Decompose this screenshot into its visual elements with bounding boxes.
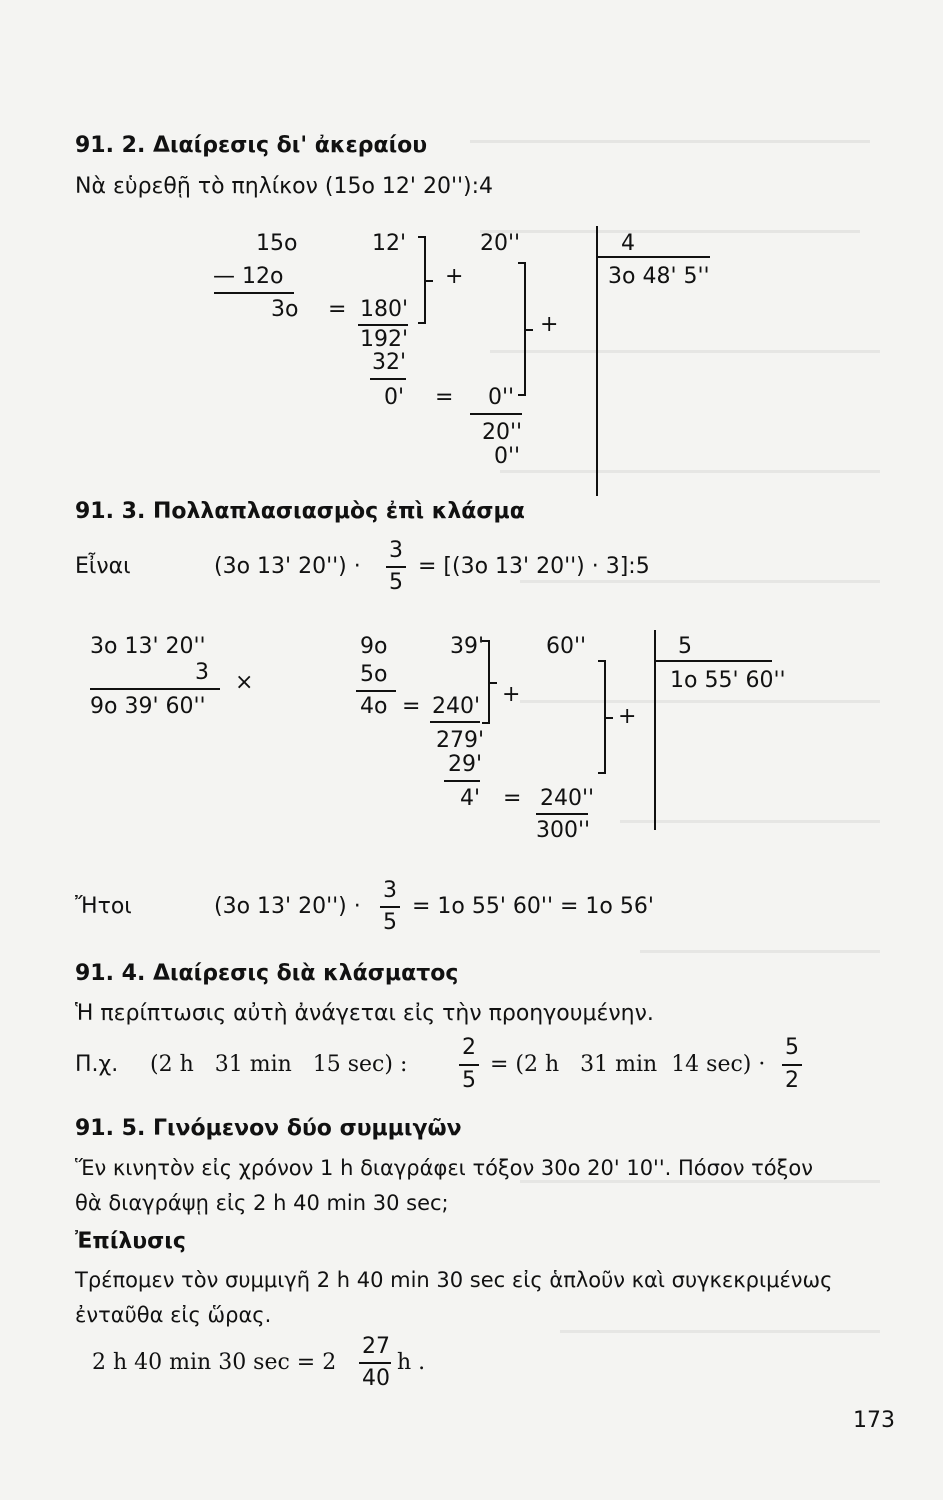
calc-cell: 300'' (536, 818, 591, 843)
section-91-4-heading: 91. 4. Διαίρεσις διὰ κλάσματος (75, 961, 459, 986)
fraction-denominator: 2 (785, 1068, 799, 1093)
calc-cell: 180' (360, 297, 409, 322)
underline (370, 378, 406, 380)
expression: (3ο 13' 20'') · (214, 894, 361, 919)
calc-cell: 240' (432, 694, 481, 719)
brace (598, 660, 606, 774)
itoi-label: Ἤτοι (75, 894, 132, 919)
divisor: 4 (621, 231, 635, 256)
calc-cell: 9ο 39' 60'' (90, 694, 206, 719)
problem-line-1: Ἕν κινητὸν εἰς χρόνον 1 h διαγράφει τόξον 30ο 20' 10''. Πόσον τόξον (75, 1156, 813, 1180)
fraction-numerator: 5 (785, 1035, 799, 1060)
quotient: 3ο 48' 5'' (608, 264, 710, 289)
page-number: 173 (853, 1408, 895, 1433)
underline (90, 688, 220, 690)
calc-cell: 4' (460, 786, 481, 811)
expression: h . (397, 1350, 426, 1375)
calc-cell: 192' (360, 327, 409, 352)
division-bar-horizontal (656, 660, 772, 662)
fraction-denominator: 5 (462, 1068, 476, 1093)
equals-sign: = (503, 786, 522, 811)
calc-cell: 32' (372, 350, 407, 375)
fraction-numerator: 3 (383, 878, 397, 903)
fraction-numerator: 3 (389, 538, 403, 563)
calc-cell: 29' (448, 752, 483, 777)
calc-cell: 279' (436, 728, 485, 753)
section-91-4-text: Ἡ περίπτωσις αὐτὴ ἀνάγεται εἰς τὴν προηγουμένην. (75, 1001, 654, 1026)
fraction-bar (782, 1064, 802, 1066)
plus-sign: + (618, 704, 637, 729)
division-bar-horizontal (598, 256, 710, 258)
equals-sign: = (328, 297, 347, 322)
quotient: 1ο 55' 60'' (670, 668, 786, 693)
expression: (2 h 31 min 15 sec) : (150, 1052, 408, 1077)
underline (536, 813, 588, 815)
plus-sign: + (502, 682, 521, 707)
problem-line-2: θὰ διαγράψῃ εἰς 2 h 40 min 30 sec; (75, 1191, 449, 1215)
calc-cell: 3ο (271, 297, 299, 322)
fraction-numerator: 27 (362, 1334, 390, 1359)
calc-cell: 3 (195, 660, 209, 685)
expression: (3ο 13' 20'') · (214, 554, 361, 579)
divisor: 5 (678, 634, 692, 659)
fraction-bar (359, 1362, 391, 1364)
brace (482, 640, 490, 724)
fraction-bar (459, 1064, 479, 1066)
calc-cell: 4ο (360, 694, 388, 719)
section-91-3-heading: 91. 3. Πολλαπλασιασμὸς ἐπὶ κλάσμα (75, 499, 525, 524)
brace (518, 262, 526, 396)
calc-cell: 12' (372, 231, 407, 256)
example-label: Π.χ. (75, 1052, 119, 1077)
fraction-numerator: 2 (462, 1035, 476, 1060)
calc-cell: 5ο (360, 662, 388, 687)
calc-cell: 39' (450, 634, 485, 659)
expression: = 1ο 55' 60'' = 1ο 56' (412, 894, 654, 919)
section-91-2-problem: Νὰ εὑρεθῇ τὸ πηλίκον (15ο 12' 20''):4 (75, 174, 494, 199)
calc-cell: 240'' (540, 786, 595, 811)
equals-sign: = (435, 385, 454, 410)
underline (358, 324, 408, 326)
brace (418, 236, 426, 324)
calc-cell: 0'' (488, 385, 515, 410)
solution-line-1: Τρέπομεν τὸν συμμιγῆ 2 h 40 min 30 sec εἰς ἁπλοῦν καὶ συγκεκριμένως (75, 1268, 833, 1292)
underline (214, 292, 294, 294)
expression: = [(3ο 13' 20'') · 3]:5 (418, 554, 650, 579)
solution-label: Ἐπίλυσις (75, 1229, 186, 1254)
calc-cell: 20'' (480, 231, 521, 256)
section-91-5-heading: 91. 5. Γινόμενον δύο συμμιγῶν (75, 1116, 462, 1141)
plus-sign: + (540, 312, 559, 337)
expression: = (2 h 31 min 14 sec) · (490, 1052, 766, 1077)
einai-label: Εἶναι (75, 554, 131, 579)
division-bar-vertical (596, 226, 598, 496)
fraction-bar (380, 906, 400, 908)
underline (470, 413, 522, 415)
fraction-denominator: 5 (383, 910, 397, 935)
fraction-denominator: 5 (389, 570, 403, 595)
times-sign: × (235, 670, 254, 695)
calc-cell: 15ο (256, 231, 298, 256)
calc-cell: 0'' (494, 444, 521, 469)
calc-cell: 3ο 13' 20'' (90, 634, 206, 659)
fraction-denominator: 40 (362, 1366, 390, 1391)
solution-line-2: ἐνταῦθα εἰς ὥρας. (75, 1303, 272, 1327)
underline (430, 721, 480, 723)
calc-cell: — 12ο (213, 264, 284, 289)
calc-cell: 9ο (360, 634, 388, 659)
underline (356, 690, 396, 692)
calc-cell: 20'' (482, 420, 523, 445)
equals-sign: = (402, 694, 421, 719)
underline (444, 780, 480, 782)
expression: 2 h 40 min 30 sec = 2 (92, 1350, 337, 1375)
plus-sign: + (445, 264, 464, 289)
calc-cell: 0' (384, 385, 405, 410)
calc-cell: 60'' (546, 634, 587, 659)
fraction-bar (386, 566, 406, 568)
section-91-2-heading: 91. 2. Διαίρεσις δι' ἀκεραίου (75, 133, 428, 158)
